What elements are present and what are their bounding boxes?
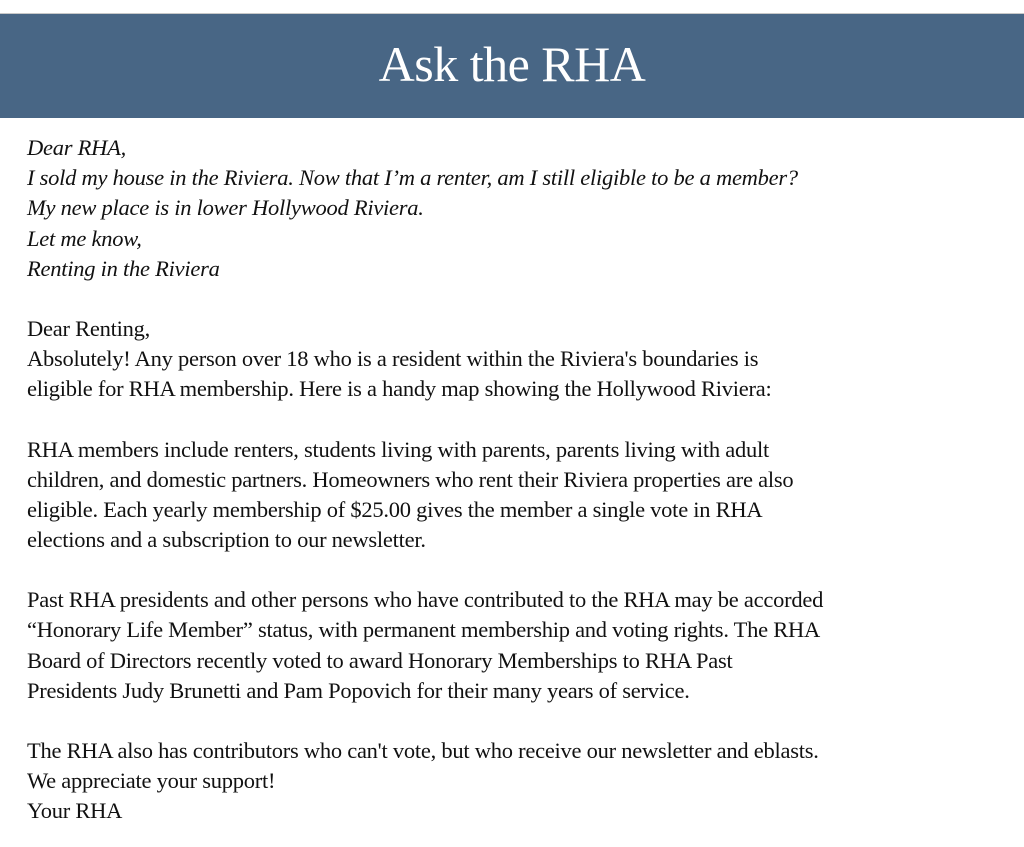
reply-paragraph-line: Past RHA presidents and other persons who have contributed to the RHA may be accorded — [27, 587, 824, 613]
reply-paragraph-line: eligible. Each yearly membership of $25.00 gives the member a single vote in RHA — [27, 496, 763, 522]
letter-closing: Let me know, — [27, 225, 142, 251]
reader-letter — [27, 133, 1017, 284]
spacer — [27, 284, 1017, 314]
reply-paragraph-line: eligible for RHA membership. Here is a handy map showing the Hollywood Riviera: — [27, 376, 772, 402]
reply-paragraph-line: “Honorary Life Member” status, with permanent membership and voting rights. The RHA — [27, 617, 821, 643]
letter-line: I sold my house in the Riviera. Now that I’m a renter, am I still eligible to be a member? — [27, 165, 798, 191]
header-banner — [0, 13, 1024, 118]
letter-line: My new place is in lower Hollywood Riviera. — [27, 195, 424, 221]
reply-closing: We appreciate your support! — [27, 768, 276, 794]
reply-paragraph-line: RHA members include renters, students living with parents, parents living with adult — [27, 436, 770, 462]
article-body — [27, 133, 1017, 827]
page-title: Ask the RHA — [378, 36, 646, 92]
letter-salutation: Dear RHA, — [27, 135, 126, 160]
reply-paragraph-line: children, and domestic partners. Homeowners who rent their Riviera properties are also — [27, 466, 794, 492]
reply-paragraph-line: Presidents Judy Brunetti and Pam Popovich for their many years of service. — [27, 677, 690, 703]
reply-paragraph-line: Board of Directors recently voted to award Honorary Memberships to RHA Past — [27, 647, 733, 673]
reply-paragraph-line: Absolutely! Any person over 18 who is a resident within the Riviera's boundaries is — [27, 346, 759, 372]
letter-signature: Renting in the Riviera — [27, 255, 220, 281]
reply-greeting: Dear Renting, — [27, 315, 150, 341]
spacer — [27, 405, 1017, 435]
spacer — [27, 706, 1017, 736]
spacer — [27, 555, 1017, 585]
rha-reply — [27, 314, 1017, 827]
reply-paragraph-line: elections and a subscription to our newsletter. — [27, 527, 426, 553]
reply-paragraph-line: The RHA also has contributors who can't vote, but who receive our newsletter and eblasts. — [27, 738, 819, 763]
reply-signature: Your RHA — [27, 798, 123, 824]
